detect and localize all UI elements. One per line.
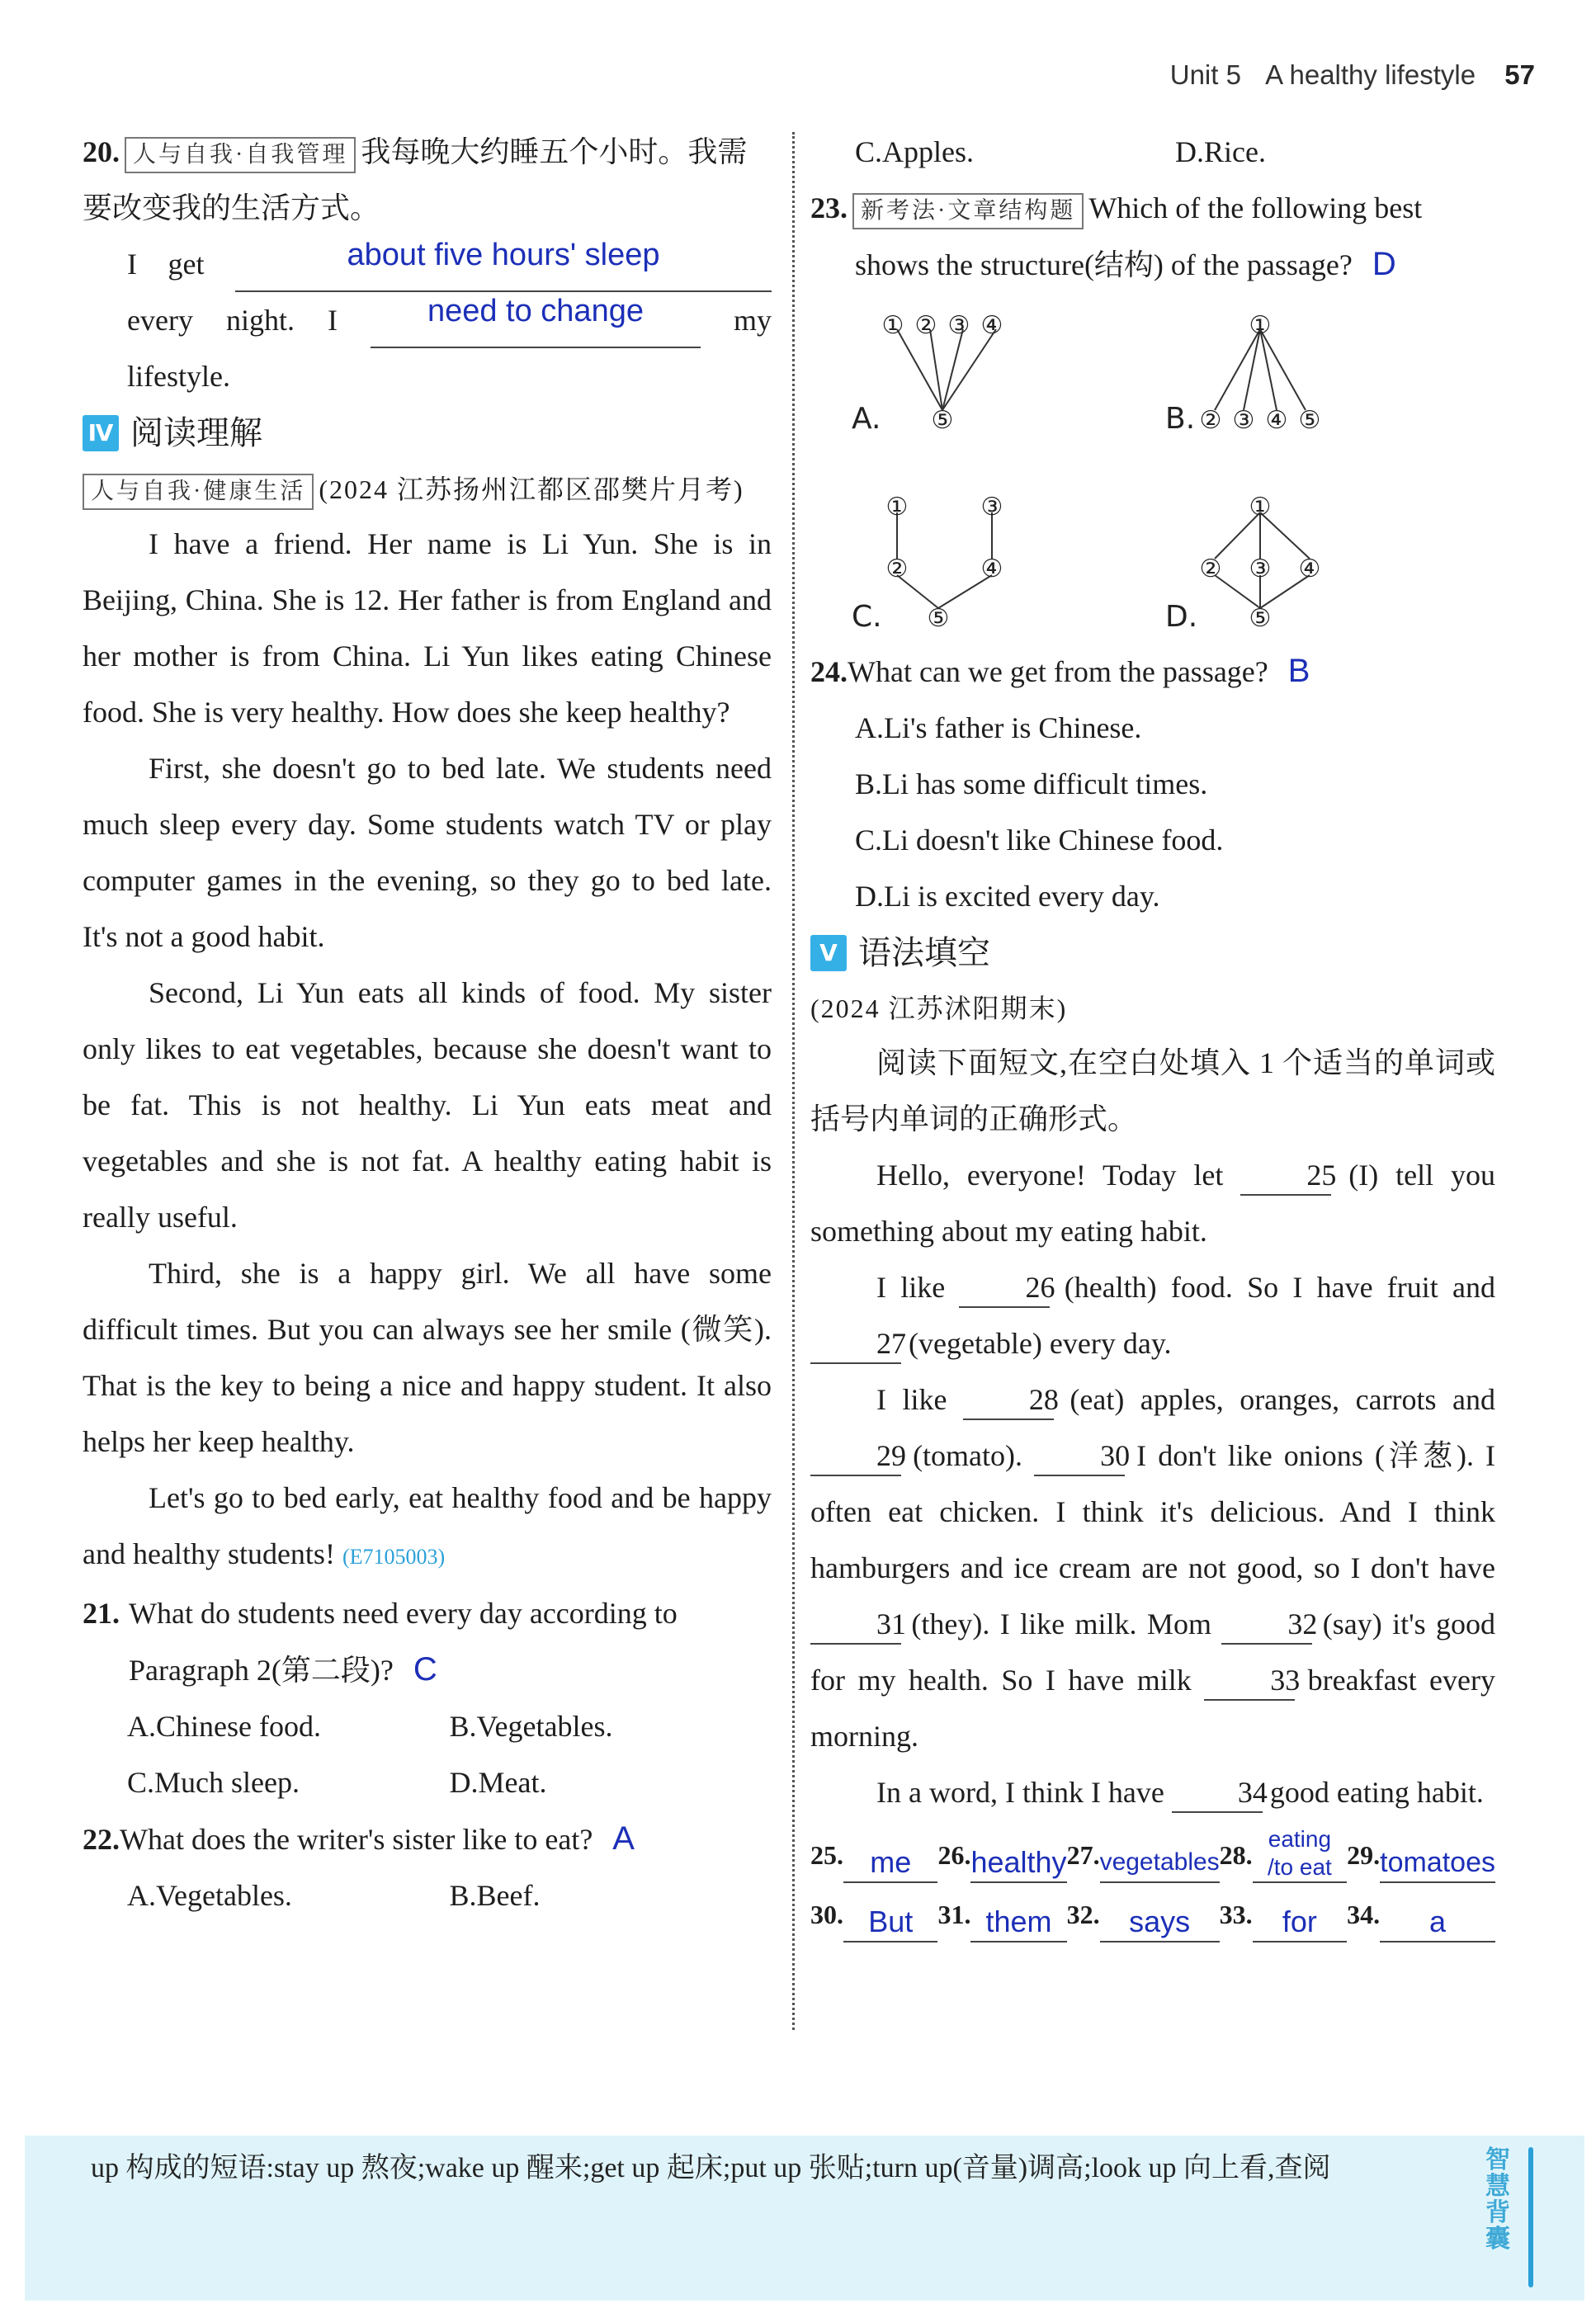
diagram-label-c: C. (852, 600, 882, 634)
cloze-passage (810, 1147, 1495, 1820)
q24-text: What can we get from the passage? (848, 655, 1268, 688)
section-5-source: (2024 江苏沭阳期末) (810, 994, 1068, 1023)
footer-tip-box (25, 2136, 1584, 2301)
q22-option-c[interactable]: C.Apples. (855, 135, 974, 168)
section-4-tag: 人与自我·健康生活 (83, 474, 314, 510)
answer-item: 26. healthy (937, 1825, 1066, 1883)
diagram-a-node-3: ③ (947, 311, 970, 340)
answer-item: 25. me (810, 1825, 937, 1883)
diagram-label-a: A. (852, 402, 881, 436)
diagram-d-node-2: ② (1199, 555, 1222, 583)
blank-29[interactable]: 29 (810, 1437, 901, 1476)
diagram-c-node-3: ③ (980, 493, 1003, 522)
answer-34[interactable]: a (1380, 1903, 1495, 1942)
answer-31[interactable]: them (970, 1903, 1066, 1942)
passage-paragraph-3: Second, Li Yun eats all kinds of food. My sister only likes to eat vegetables, because she doesn't want to be fat. This is not healthy. Li Yun eats meat and vegetables and she is not fat. A healthy eating habit is really useful. (83, 976, 772, 1234)
section-4-source-text: (2024 江苏扬州江都区邵樊片月考) (319, 474, 744, 504)
footer-tip-text: up 构成的短语:stay up 熬夜;wake up 醒来;get up 起床;put up 张贴;turn up(音量)调高;look up 向上看,查阅 (91, 2153, 1331, 2183)
cloze-paragraph-1: Hello, everyone! Today let 25 (I) tell you something about my eating habit. (810, 1147, 1495, 1259)
passage-paragraph-1: I have a friend. Her name is Li Yun. She is in Beijing, China. She is 12. Her father is from England and her mother is from China. Li Yun likes eating Chinese food. She is very healthy. How does she keep healthy? (83, 527, 772, 729)
page-header (1170, 59, 1535, 91)
diagram-d-node-3: ③ (1249, 555, 1272, 583)
blank-26[interactable]: 26 (959, 1268, 1050, 1308)
diagram-a-node-5: ⑤ (931, 406, 954, 435)
q22-answer: A (612, 1820, 635, 1857)
diagram-c-node-1: ① (885, 493, 909, 522)
column-divider (792, 132, 795, 2030)
diagram-c-node-2: ② (885, 555, 909, 583)
answer-item: 30. But (810, 1886, 937, 1942)
answer-item: 28. eating /to eat (1220, 1825, 1347, 1883)
q20-tag: 人与自我·自我管理 (125, 137, 356, 173)
q23-number: 23. (810, 191, 848, 224)
question-23 (810, 180, 1495, 643)
q20-blank-1[interactable]: about five hours' sleep (235, 236, 772, 292)
q24-option-c[interactable]: C.Li doesn't like Chinese food. (855, 824, 1224, 857)
answer-27[interactable]: vegetables (1100, 1843, 1220, 1883)
q22-text: What does the writer's sister like to eat? (120, 1823, 593, 1856)
cloze-paragraph-2: I like 26 (health) food. So I have fruit and 27 (vegetable) every day. (810, 1259, 1495, 1371)
answer-28[interactable]: eating /to eat (1253, 1825, 1347, 1883)
q21-option-c[interactable]: C.Much sleep. (127, 1766, 300, 1799)
question-21 (83, 1585, 772, 1810)
section-4-title (83, 404, 772, 462)
passage-paragraph-5 (83, 1470, 772, 1585)
q21-option-b[interactable]: B.Vegetables. (449, 1710, 613, 1743)
diagram-a-node-1: ① (881, 311, 904, 340)
diagram-b-node-3: ③ (1232, 406, 1255, 435)
blank-31[interactable]: 31 (810, 1605, 901, 1645)
question-22 (83, 1810, 772, 1924)
right-column (810, 124, 1495, 1942)
section-4-icon: Ⅳ (83, 415, 119, 451)
left-column (83, 124, 772, 1924)
q23-text-2: shows the structure(结构) of the passage? (855, 248, 1353, 281)
answer-30[interactable]: But (843, 1903, 937, 1942)
q22-options (83, 1867, 772, 1924)
section-5-title (810, 924, 1495, 982)
q23-answer: D (1372, 246, 1396, 282)
q20-blank-2[interactable]: need to change (371, 292, 701, 348)
blank-25[interactable]: 25 (1240, 1156, 1331, 1196)
diagram-d-node-4: ④ (1298, 555, 1321, 583)
q22-number: 22. (83, 1823, 120, 1856)
q20-word: every (127, 304, 193, 337)
q20-word: my (733, 304, 772, 337)
q22-option-b[interactable]: B.Beef. (449, 1879, 541, 1912)
blank-33[interactable]: 33 (1204, 1661, 1295, 1701)
answer-item: 27. vegetables (1067, 1825, 1220, 1883)
q21-answer: C (413, 1651, 437, 1688)
answer-item: 31. them (937, 1886, 1066, 1942)
diagram-c-node-5: ⑤ (927, 604, 950, 633)
answer-grid (810, 1825, 1495, 1942)
passage-paragraph-2: First, she doesn't go to bed late. We students need much sleep every day. Some students watch TV or play computer games in the evening, so they go to bed late. It's not a good habit. (83, 752, 772, 953)
q20-number: 20. (83, 135, 120, 168)
page-number: 57 (1504, 59, 1535, 90)
q20-word: I (127, 248, 137, 281)
q23-text-1: Which of the following best (1088, 191, 1423, 224)
footer-side-label: 智慧背囊 (1485, 2146, 1510, 2253)
answer-item: 33. for (1220, 1886, 1347, 1942)
diagram-d-node-5: ⑤ (1249, 604, 1272, 633)
q22-option-a[interactable]: A.Vegetables. (127, 1879, 292, 1912)
q21-text: What do students need every day according to Paragraph 2(第二段)? C (129, 1597, 678, 1688)
footer-side-bar (1528, 2147, 1533, 2287)
q24-number: 24. (810, 655, 848, 688)
blank-28[interactable]: 28 (963, 1381, 1054, 1420)
diagram-label-d: D. (1165, 600, 1198, 634)
blank-34[interactable]: 34 (1172, 1773, 1263, 1813)
cloze-paragraph-4: In a word, I think I have 34 good eating habit. (810, 1764, 1495, 1820)
q21-option-a[interactable]: A.Chinese food. (127, 1710, 321, 1743)
q21-number: 21. (83, 1597, 120, 1630)
diagram-a-node-4: ④ (980, 311, 1003, 340)
q24-answer: B (1287, 653, 1310, 689)
q20-word: lifestyle. (127, 360, 230, 393)
unit-label: Unit 5 (1169, 59, 1241, 90)
passage-paragraph-5-text: Let's go to bed early, eat healthy food and be happy and healthy students! (83, 1481, 772, 1570)
answer-32[interactable]: says (1100, 1903, 1220, 1942)
answer-33[interactable]: for (1253, 1903, 1347, 1942)
cloze-paragraph-3: I like 28 (eat) apples, oranges, carrots and 29 (tomato). 30 I don't like onions (洋葱). I often eat chicken. I think it's delicious. And I think hamburgers and ice cream are not good, so I don't have 31 (they). I like milk. Mom 32 (say) it's good for my health. So I have milk 33 breakfast every morning. (810, 1371, 1495, 1764)
diagram-b-node-2: ② (1199, 406, 1222, 435)
diagram-b-node-5: ⑤ (1298, 406, 1321, 435)
blank-32[interactable]: 32 (1221, 1605, 1312, 1645)
diagram-c-node-4: ④ (980, 555, 1003, 583)
section-4-source (83, 462, 772, 516)
section-5-icon: Ⅴ (810, 935, 847, 971)
q22-options-continued (810, 124, 1495, 180)
blank-30[interactable]: 30 (1034, 1437, 1125, 1476)
q20-word: I (327, 304, 338, 337)
q21-options (83, 1754, 772, 1810)
section-4-label: 阅读理解 (130, 415, 262, 451)
q24-option-b[interactable]: B.Li has some difficult times. (855, 767, 1208, 800)
q21-options (83, 1698, 772, 1754)
section-5-label: 语法填空 (858, 935, 990, 971)
question-20 (83, 124, 772, 404)
answer-26[interactable]: healthy (970, 1843, 1066, 1883)
blank-27[interactable]: 27 (810, 1324, 901, 1364)
q20-word: get (168, 248, 205, 281)
diagram-label-b: B. (1165, 402, 1196, 436)
diagram-d-node-1: ① (1249, 493, 1272, 522)
answer-item: 32. says (1067, 1886, 1220, 1942)
question-24 (810, 643, 1495, 924)
q20-chinese: 我每晚大约睡五个小时。我需要改变我的生活方式。 (83, 135, 748, 224)
q24-option-d[interactable]: D.Li is excited every day. (855, 880, 1160, 913)
structure-diagrams (810, 296, 1495, 643)
passage-code: (E7105003) (342, 1545, 446, 1569)
q20-word: night. (225, 304, 295, 337)
q23-tag: 新考法·文章结构题 (852, 193, 1084, 229)
answer-item: 34. a (1347, 1886, 1495, 1942)
diagram-b-node-4: ④ (1265, 406, 1288, 435)
answer-item: 29. tomatoes (1347, 1825, 1495, 1883)
q21-option-d[interactable]: D.Meat. (449, 1766, 547, 1799)
unit-title: A healthy lifestyle (1265, 59, 1476, 90)
passage-paragraph-4: Third, she is a happy girl. We all have some difficult times. But you can always see her smile (微笑). That is the key to being a nice and happy student. It also helps her keep healthy. (83, 1257, 772, 1458)
q24-option-a[interactable]: A.Li's father is Chinese. (855, 711, 1142, 744)
q22-option-d[interactable]: D.Rice. (1175, 135, 1266, 168)
section-5-instructions: 阅读下面短文,在空白处填入 1 个适当的单词或括号内单词的正确形式。 (810, 1046, 1495, 1135)
diagram-a-node-2: ② (914, 311, 937, 340)
diagram-b-node-1: ① (1249, 311, 1272, 340)
answer-29[interactable]: tomatoes (1380, 1843, 1495, 1883)
answer-25[interactable]: me (843, 1843, 937, 1883)
